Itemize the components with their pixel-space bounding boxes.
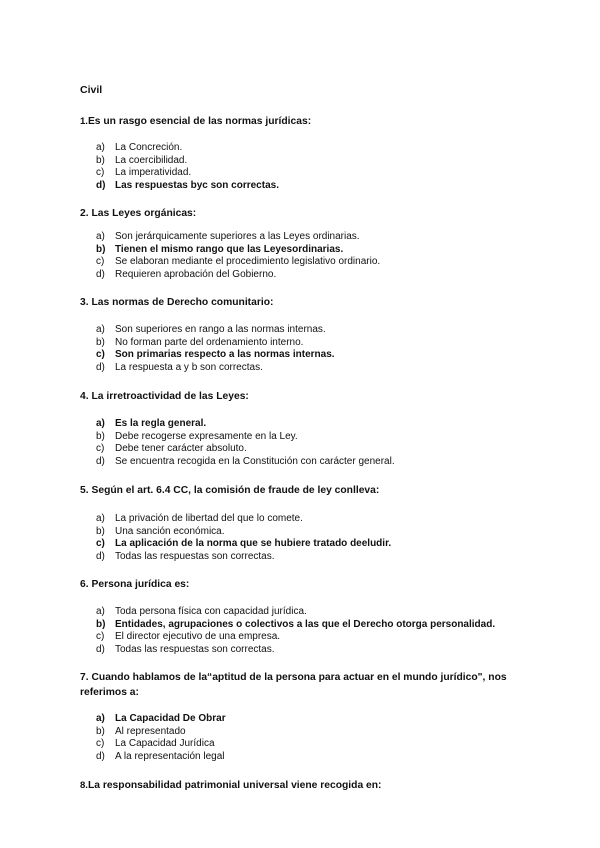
option-text: No forman parte del ordenamiento interno. [115, 336, 304, 348]
option-text: Debe tener carácter absoluto. [115, 443, 247, 454]
option-7b [96, 726, 536, 739]
option-4b [96, 431, 536, 444]
option-6d [96, 644, 536, 657]
option-4d [96, 456, 536, 469]
option-6b-correct [96, 619, 536, 632]
option-text: Una sanción económica. [115, 525, 225, 537]
option-letter: b) [96, 725, 105, 737]
question-number: 5. [80, 485, 89, 496]
question-text: La responsabilidad patrimonial universal viene recogida en: [87, 780, 382, 791]
option-3a [96, 324, 536, 337]
option-text: Es la regla general. [115, 418, 207, 429]
option-text: La Capacidad De Obrar [115, 713, 226, 724]
question-2 [80, 206, 540, 221]
option-6c [96, 631, 536, 644]
option-3c-correct [96, 349, 536, 362]
option-3b [96, 337, 536, 350]
option-letter: b) [96, 430, 105, 442]
question-number: 1. [80, 116, 88, 127]
option-letter: a) [96, 513, 105, 524]
option-text: Son jerárquicamente superiores a las Leyes ordinarias. [115, 231, 360, 242]
option-letter: a) [96, 142, 105, 153]
option-5a [96, 513, 536, 526]
option-5d [96, 551, 536, 564]
option-text: La coercibilidad. [115, 154, 188, 166]
options-list-6 [96, 606, 536, 656]
question-number: 8. [80, 780, 88, 791]
option-text: Las respuestas byc son correctas. [115, 179, 279, 191]
option-letter: c) [96, 349, 105, 360]
option-letter: d) [96, 550, 105, 562]
option-letter: a) [96, 324, 105, 335]
option-text: Son primarias respecto a las normas internas. [115, 349, 335, 360]
option-text: Toda persona física con capacidad jurídica. [115, 606, 307, 617]
option-letter: d) [96, 643, 105, 655]
options-list-5 [96, 513, 536, 563]
option-text: La imperatividad. [115, 167, 192, 178]
option-text: Todas las respuestas son correctas. [115, 550, 275, 562]
option-letter: c) [96, 256, 105, 267]
question-1 [80, 114, 540, 129]
option-text: Tienen el mismo rango que las Leyesordinarias. [115, 243, 344, 255]
option-letter: c) [96, 443, 105, 454]
option-6a [96, 606, 536, 619]
option-text: La Capacidad Jurídica [115, 738, 215, 749]
option-7a-correct [96, 713, 536, 726]
option-text: El director ejecutivo de una empresa. [115, 631, 281, 642]
question-text: Las normas de Derecho comunitario: [91, 297, 274, 308]
option-1b [96, 155, 536, 168]
option-letter: d) [96, 455, 105, 467]
question-text: Según el art. 6.4 CC, la comisión de fraude de ley conlleva: [91, 485, 380, 496]
options-list-3 [96, 324, 536, 374]
option-2d [96, 269, 536, 282]
option-letter: b) [96, 336, 105, 348]
option-7c [96, 738, 536, 751]
option-1c [96, 167, 536, 180]
option-letter: a) [96, 231, 105, 242]
option-5c-correct [96, 538, 536, 551]
option-text: Son superiores en rango a las normas internas. [115, 324, 326, 335]
option-text: Entidades, agrupaciones o colectivos a las que el Derecho otorga personalidad. [115, 618, 496, 630]
option-2b-correct [96, 244, 536, 257]
option-letter: c) [96, 631, 105, 642]
option-7d [96, 751, 536, 764]
options-list-2 [96, 231, 536, 281]
option-letter: d) [96, 268, 105, 280]
question-text: La irretroactividad de las Leyes: [91, 391, 249, 402]
option-text: A la representación legal [115, 750, 225, 762]
question-3 [80, 295, 540, 310]
option-text: Debe recogerse expresamente en la Ley. [115, 430, 298, 442]
option-text: Se elaboran mediante el procedimiento legislativo ordinario. [115, 256, 381, 267]
option-text: La respuesta a y b son correctas. [115, 361, 263, 373]
option-1a [96, 142, 536, 155]
option-letter: a) [96, 606, 105, 617]
question-6 [80, 577, 540, 592]
question-text: Es un rasgo esencial de las normas jurídicas: [87, 116, 312, 127]
option-letter: b) [96, 154, 105, 166]
question-number: 7. [80, 672, 89, 683]
option-letter: d) [96, 179, 106, 191]
question-5 [80, 483, 540, 498]
option-letter: b) [96, 243, 106, 255]
question-text: Las Leyes orgánicas: [91, 208, 197, 219]
question-number: 3. [80, 297, 89, 308]
question-number: 6. [80, 579, 89, 590]
question-number: 2. [80, 208, 89, 219]
option-letter: c) [96, 738, 105, 749]
question-8 [80, 778, 540, 793]
question-number: 4. [80, 391, 89, 402]
options-list-1 [96, 142, 536, 192]
option-text: La aplicación de la norma que se hubiere tratado deeludir. [115, 538, 392, 549]
option-text: Todas las respuestas son correctas. [115, 643, 275, 655]
option-letter: c) [96, 538, 105, 549]
option-text: La privación de libertad del que lo comete. [115, 513, 303, 524]
option-letter: b) [96, 525, 105, 537]
options-list-4 [96, 418, 536, 468]
question-7 [80, 670, 520, 700]
option-2a [96, 231, 536, 244]
option-3d [96, 362, 536, 375]
option-letter: a) [96, 418, 105, 429]
option-4a-correct [96, 418, 536, 431]
option-text: Se encuentra recogida en la Constitución con carácter general. [115, 455, 395, 467]
option-text: Al representado [115, 725, 186, 737]
option-letter: d) [96, 750, 105, 762]
option-4c [96, 443, 536, 456]
option-letter: d) [96, 361, 105, 373]
question-4 [80, 389, 540, 404]
question-text: Persona jurídica es: [91, 579, 190, 590]
options-list-7 [96, 713, 536, 763]
section-title: Civil [80, 84, 103, 96]
option-2c [96, 256, 536, 269]
option-5b [96, 526, 536, 539]
question-text: Cuando hablamos de la“aptitud de la persona para actuar en el mundo jurídico", nos referimos a: [80, 672, 507, 698]
option-text: La Concreción. [115, 142, 183, 153]
option-letter: b) [96, 618, 106, 630]
option-letter: a) [96, 713, 105, 724]
option-letter: c) [96, 167, 105, 178]
option-text: Requieren aprobación del Gobierno. [115, 268, 277, 280]
option-1d-correct [96, 180, 536, 193]
